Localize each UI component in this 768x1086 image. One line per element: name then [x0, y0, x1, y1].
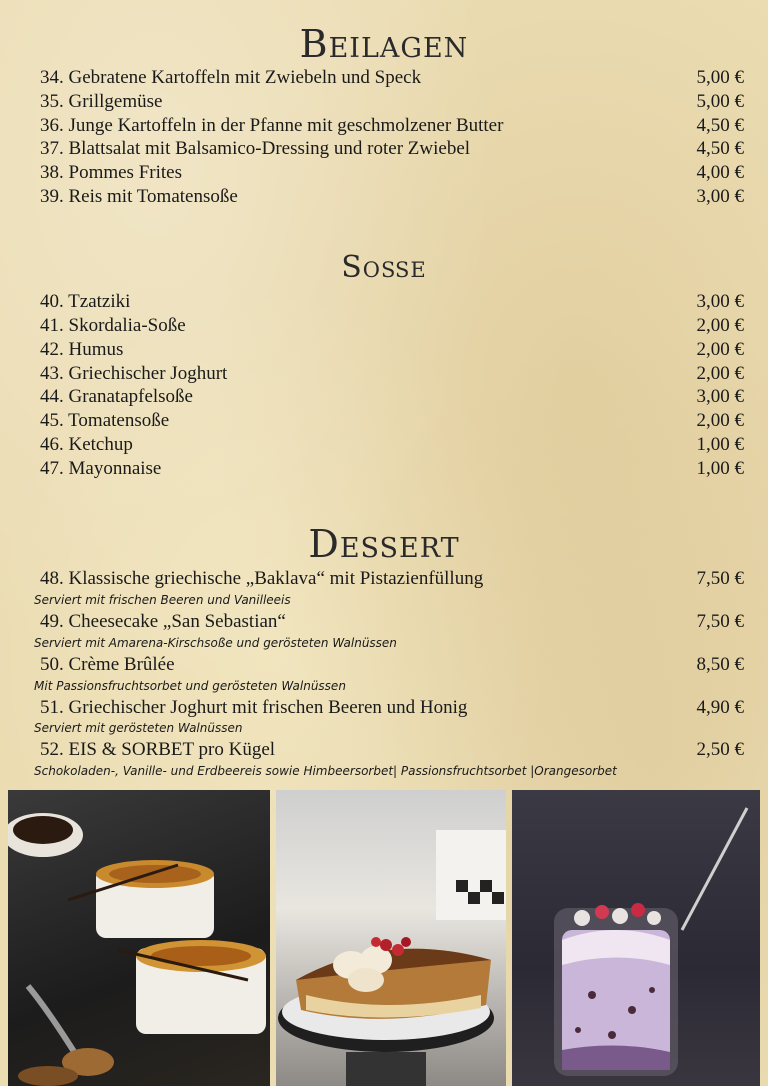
menu-item	[40, 385, 744, 409]
item-description: Mit Passionsfruchtsorbet und gerösteten Walnüssen	[34, 679, 346, 693]
item-price: 2,00 €	[696, 363, 744, 384]
heading-dessert: Dessert	[308, 522, 460, 566]
item-price: 5,00 €	[696, 67, 744, 88]
item-description: Serviert mit frischen Beeren und Vanilleeis	[34, 593, 291, 607]
item-name: 45. Tomatensoße	[40, 410, 170, 431]
item-name: 43. Griechischer Joghurt	[40, 363, 228, 384]
item-price: 3,00 €	[696, 386, 744, 407]
item-name: 50. Crème Brûlée	[40, 654, 175, 675]
creme-brulee-photo	[8, 790, 270, 1086]
cheesecake-photo	[276, 790, 506, 1086]
item-price: 8,50 €	[696, 654, 744, 675]
menu-item	[40, 338, 744, 362]
item-name: 36. Junge Kartoffeln in der Pfanne mit geschmolzener Butter	[40, 115, 504, 136]
item-name: 48. Klassische griechische „Baklava“ mit Pistazienfüllung	[40, 568, 484, 589]
item-price: 4,00 €	[696, 162, 744, 183]
menu-item	[40, 290, 744, 314]
menu-item	[40, 90, 744, 114]
item-price: 1,00 €	[696, 434, 744, 455]
item-description: Serviert mit Amarena-Kirschsoße und gerösteten Walnüssen	[34, 636, 397, 650]
menu-item	[40, 137, 744, 161]
item-name: 52. EIS & SORBET pro Kügel	[40, 739, 276, 760]
menu-item	[40, 457, 744, 481]
item-price: 4,90 €	[696, 697, 744, 718]
item-price: 1,00 €	[696, 458, 744, 479]
menu-item	[40, 362, 744, 386]
menu-item	[40, 161, 744, 185]
item-price: 2,00 €	[696, 410, 744, 431]
menu-item	[40, 66, 744, 90]
heading-sosse: Soße	[341, 250, 427, 285]
item-name: 42. Humus	[40, 339, 124, 360]
item-price: 2,00 €	[696, 339, 744, 360]
menu-item	[40, 114, 744, 138]
item-price: 7,50 €	[696, 568, 744, 589]
menu-item	[40, 409, 744, 433]
menu-item	[40, 433, 744, 457]
item-name: 44. Granatapfelsoße	[40, 386, 193, 407]
item-description: Serviert mit gerösteten Walnüssen	[34, 721, 243, 735]
menu-item	[40, 610, 744, 634]
item-price: 3,00 €	[696, 186, 744, 207]
menu-item	[40, 653, 744, 677]
item-name: 46. Ketchup	[40, 434, 133, 455]
item-name: 39. Reis mit Tomatensoße	[40, 186, 238, 207]
heading-beilagen: Beilagen	[299, 22, 469, 66]
item-name: 40. Tzatziki	[40, 291, 131, 312]
menu-item	[40, 314, 744, 338]
item-name: 51. Griechischer Joghurt mit frischen Beeren und Honig	[40, 697, 468, 718]
item-name: 41. Skordalia-Soße	[40, 315, 186, 336]
menu-item	[40, 567, 744, 591]
item-name: 34. Gebratene Kartoffeln mit Zwiebeln und Speck	[40, 67, 422, 88]
item-name: 37. Blattsalat mit Balsamico-Dressing und roter Zwiebel	[40, 138, 471, 159]
item-price: 4,50 €	[696, 115, 744, 136]
menu-item	[40, 738, 744, 762]
item-name: 47. Mayonnaise	[40, 458, 162, 479]
menu-item	[40, 696, 744, 720]
item-name: 38. Pommes Frites	[40, 162, 182, 183]
item-price: 2,00 €	[696, 315, 744, 336]
item-description: Schokoladen-, Vanille- und Erdbeereis sowie Himbeersorbet| Passionsfruchtsorbet |Orangesorbet	[34, 764, 617, 778]
yogurt-dessert-photo	[512, 790, 760, 1086]
item-price: 5,00 €	[696, 91, 744, 112]
item-price: 2,50 €	[696, 739, 744, 760]
item-price: 4,50 €	[696, 138, 744, 159]
item-name: 35. Grillgemüse	[40, 91, 163, 112]
item-price: 7,50 €	[696, 611, 744, 632]
menu-item	[40, 185, 744, 209]
item-price: 3,00 €	[696, 291, 744, 312]
item-name: 49. Cheesecake „San Sebastian“	[40, 611, 286, 632]
